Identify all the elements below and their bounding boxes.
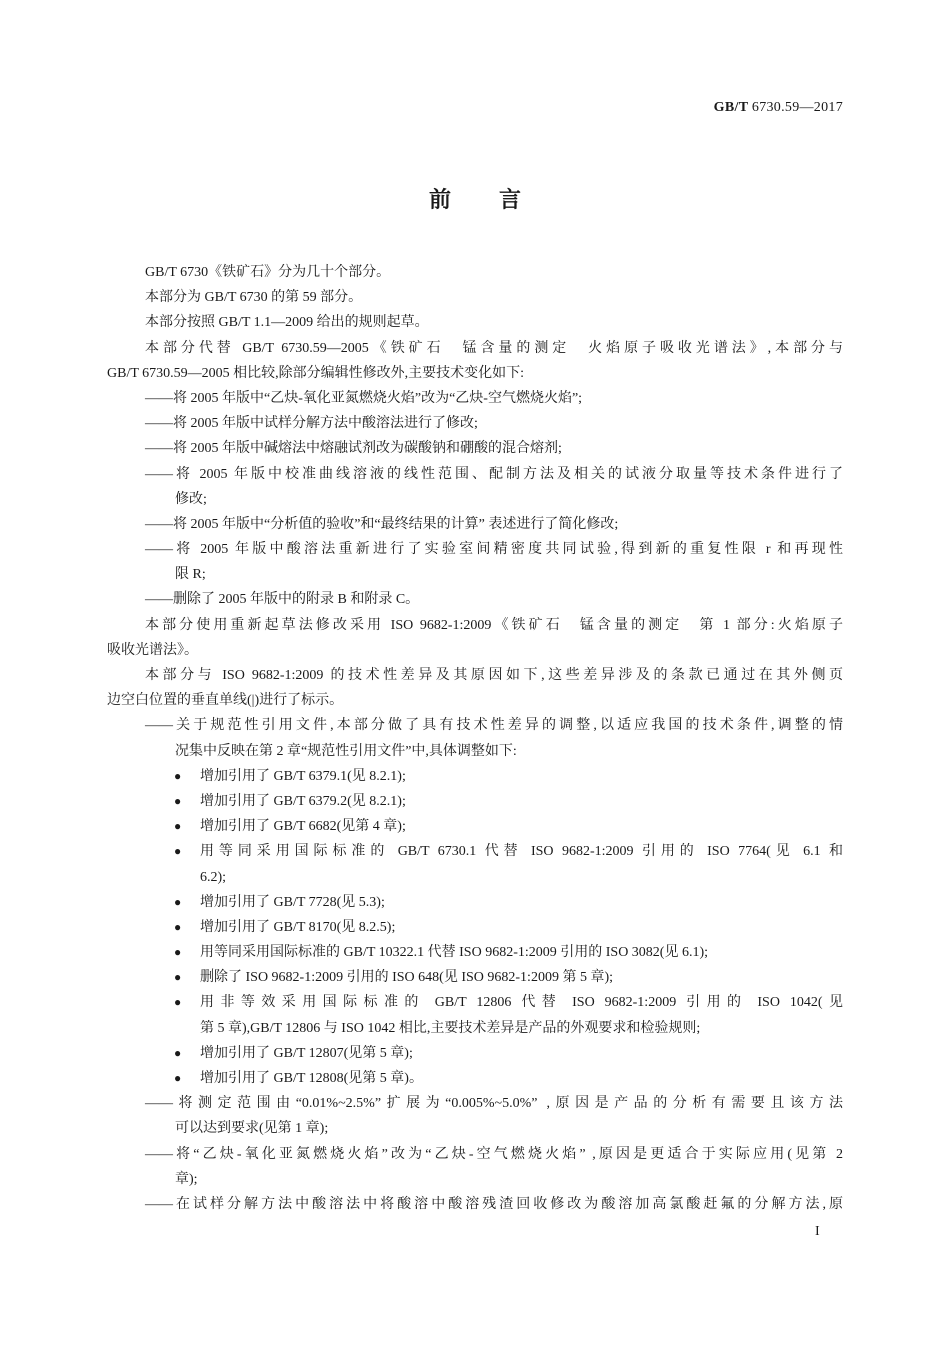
text-line xyxy=(107,663,843,688)
bullet-icon: ● xyxy=(174,1045,182,1060)
text-line xyxy=(107,739,843,764)
text-line xyxy=(107,713,843,738)
text-line xyxy=(107,865,843,890)
dash-list-item xyxy=(107,411,843,436)
standard-code-prefix: GB/T xyxy=(713,100,749,115)
text-line-content: 本部分与 ISO 9682-1:2009 的技术性差异及其原因如下,这些差异涉及的条款已通过在其外侧页 xyxy=(145,668,843,683)
text-line-content: 限 R; xyxy=(175,567,206,583)
text-line xyxy=(107,587,843,612)
bullet-icon: ● xyxy=(174,995,182,1010)
bullet-list-item xyxy=(107,1066,843,1091)
paragraph xyxy=(107,613,843,663)
dash-list-item xyxy=(107,386,843,411)
text-line-content: ——将 2005 年版中“乙炔-氧化亚氮燃烧火焰”改为“乙炔-空气燃烧火焰”; xyxy=(145,390,583,406)
text-line xyxy=(107,1142,843,1167)
dash-list-item xyxy=(107,512,843,537)
bullet-icon: ● xyxy=(174,768,182,783)
dash-list-item xyxy=(107,537,843,587)
dash-list-item xyxy=(107,1142,843,1192)
text-line xyxy=(107,1041,843,1066)
paragraph xyxy=(107,260,843,285)
dash-list-item xyxy=(107,587,843,612)
bullet-list-item xyxy=(107,789,843,814)
text-line xyxy=(107,386,843,411)
text-line xyxy=(107,562,843,587)
text-line xyxy=(107,915,843,940)
text-line xyxy=(107,411,843,436)
document-body xyxy=(107,260,843,1217)
text-line xyxy=(107,1016,843,1041)
text-line-content: ——将测定范围由“0.01%~2.5%”扩展为“0.005%~5.0%” ,原因是产品的分析有需要且该方法 xyxy=(145,1096,843,1112)
text-line-content: ——将 2005 年版中“分析值的验收”和“最终结果的计算” 表述进行了简化修改; xyxy=(145,516,619,532)
dash-list-item xyxy=(107,436,843,461)
bullet-icon: ● xyxy=(174,970,182,985)
text-line-content: ——将 2005 年版中校准曲线溶液的线性范围、配制方法及相关的试液分取量等技术条件进行了 xyxy=(145,466,843,482)
text-line-content: 增加引用了 GB/T 12807(见第 5 章); xyxy=(200,1045,413,1061)
text-line-content: ——在试样分解方法中酸溶法中将酸溶中酸溶残渣回收修改为酸溶加高氯酸赶氟的分解方法,原 xyxy=(145,1196,843,1212)
text-line xyxy=(107,1192,843,1217)
text-line-content: 删除了 ISO 9682-1:2009 引用的 ISO 648(见 ISO 9682-1:2009 第 5 章); xyxy=(200,970,613,986)
text-line-content: 增加引用了 GB/T 6379.2(见 8.2.1); xyxy=(200,793,406,809)
text-line xyxy=(107,965,843,990)
bullet-list-item xyxy=(107,1041,843,1066)
text-line xyxy=(107,487,843,512)
dash-list-item xyxy=(107,462,843,512)
bullet-icon: ● xyxy=(174,793,182,808)
text-line-content: 第 5 章),GB/T 12806 与 ISO 1042 相比,主要技术差异是产品的外观要求和检验规则; xyxy=(200,1020,701,1036)
text-line xyxy=(107,310,843,335)
text-line xyxy=(107,990,843,1015)
paragraph xyxy=(107,336,843,386)
text-line xyxy=(107,462,843,487)
text-line xyxy=(107,940,843,965)
text-line-content: 章); xyxy=(175,1171,198,1187)
paragraph xyxy=(107,310,843,335)
dash-list-item xyxy=(107,713,843,763)
bullet-icon: ● xyxy=(174,844,182,859)
paragraph xyxy=(107,663,843,713)
text-line xyxy=(107,1091,843,1116)
text-line xyxy=(107,789,843,814)
text-line-content: 况集中反映在第 2 章“规范性引用文件”中,具体调整如下: xyxy=(175,743,517,759)
bullet-list-item xyxy=(107,764,843,789)
text-line xyxy=(107,537,843,562)
bullet-list-item xyxy=(107,940,843,965)
text-line-content: 修改; xyxy=(175,491,207,507)
bullet-icon: ● xyxy=(174,894,182,909)
bullet-list-item xyxy=(107,839,843,889)
text-line-content: 本部分使用重新起草法修改采用 ISO 9682-1:2009《铁矿石 锰含量的测定 第 1 部分:火焰原子 xyxy=(145,617,843,633)
text-line xyxy=(107,613,843,638)
standard-code-number: 6730.59—2017 xyxy=(751,100,843,115)
text-line-content: 用等同采用国际标准的 GB/T 10322.1 代替 ISO 9682-1:2009 引用的 ISO 3082(见 6.1); xyxy=(200,945,709,961)
text-line-content: ——将 2005 年版中碱熔法中熔融试剂改为碳酸钠和硼酸的混合熔剂; xyxy=(145,441,562,457)
text-line-content: 吸收光谱法》。 xyxy=(107,642,198,658)
text-line xyxy=(107,436,843,461)
text-line xyxy=(107,361,843,386)
text-line xyxy=(107,336,843,361)
text-line-content: 增加引用了 GB/T 7728(见 5.3); xyxy=(200,894,385,910)
text-line-content: 边空白位置的垂直单线(|)进行了标示。 xyxy=(107,693,344,709)
text-line-content: 本部分为 GB/T 6730 的第 59 部分。 xyxy=(145,290,363,306)
bullet-list-item xyxy=(107,990,843,1040)
text-line-content: 增加引用了 GB/T 12808(见第 5 章)。 xyxy=(200,1071,423,1086)
paragraph xyxy=(107,285,843,310)
text-line xyxy=(107,814,843,839)
text-line xyxy=(107,1116,843,1141)
bullet-icon: ● xyxy=(174,1071,182,1085)
bullet-icon: ● xyxy=(174,819,182,834)
bullet-icon: ● xyxy=(174,919,182,934)
text-line-content: ——删除了 2005 年版中的附录 B 和附录 C。 xyxy=(145,592,420,608)
text-line xyxy=(107,512,843,537)
bullet-icon: ● xyxy=(174,945,182,960)
dash-list-item xyxy=(107,1192,843,1217)
text-line xyxy=(107,839,843,864)
text-line xyxy=(107,1066,843,1091)
text-line-content: 增加引用了 GB/T 6379.1(见 8.2.1); xyxy=(200,768,406,784)
text-line-content: 增加引用了 GB/T 6682(见第 4 章); xyxy=(200,819,406,835)
text-line-content: ——将 2005 年版中试样分解方法中酸溶法进行了修改; xyxy=(145,416,478,432)
text-line xyxy=(107,764,843,789)
text-line-content: 6.2); xyxy=(200,869,227,885)
dash-list-item xyxy=(107,1091,843,1141)
text-line-content: 可以达到要求(见第 1 章); xyxy=(175,1121,329,1137)
page-title: 前言 xyxy=(428,188,569,213)
standard-code-header xyxy=(714,100,843,116)
text-line-content: 用非等效采用国际标准的 GB/T 12806 代替 ISO 9682-1:2009 引用的 ISO 1042(见 xyxy=(200,995,843,1011)
text-line-content: GB/T 6730.59—2005 相比较,除部分编辑性修改外,主要技术变化如下: xyxy=(107,365,525,381)
text-line-content: ——将 2005 年版中酸溶法重新进行了实验室间精密度共同试验,得到新的重复性限 r 和再现性 xyxy=(145,542,843,558)
text-line-content: ——关于规范性引用文件,本部分做了具有技术性差异的调整,以适应我国的技术条件,调整的情 xyxy=(145,718,843,734)
bullet-list-item xyxy=(107,814,843,839)
text-line-content: 本部分代替 GB/T 6730.59—2005《铁矿石 锰含量的测定 火焰原子吸收光谱法》,本部分与 xyxy=(145,340,843,356)
bullet-list-item xyxy=(107,890,843,915)
text-line xyxy=(107,890,843,915)
text-line-content: 用等同采用国际标准的 GB/T 6730.1 代替 ISO 9682-1:2009 引用的 ISO 7764(见 6.1 和 xyxy=(200,844,843,860)
text-line xyxy=(107,260,843,285)
bullet-list-item xyxy=(107,965,843,990)
text-line-content: 增加引用了 GB/T 8170(见 8.2.5); xyxy=(200,919,396,935)
text-line xyxy=(107,285,843,310)
bullet-list-item xyxy=(107,915,843,940)
text-line xyxy=(107,688,843,713)
text-line-content: 本部分按照 GB/T 1.1—2009 给出的规则起草。 xyxy=(145,315,429,331)
text-line-content: GB/T 6730《铁矿石》分为几十个部分。 xyxy=(145,265,391,280)
text-line xyxy=(107,1167,843,1192)
text-line xyxy=(107,638,843,663)
page-number: I xyxy=(815,1224,820,1239)
text-line-content: ——将“乙炔-氧化亚氮燃烧火焰”改为“乙炔-空气燃烧火焰” ,原因是更适合于实际应用(见第 2 xyxy=(145,1146,843,1162)
